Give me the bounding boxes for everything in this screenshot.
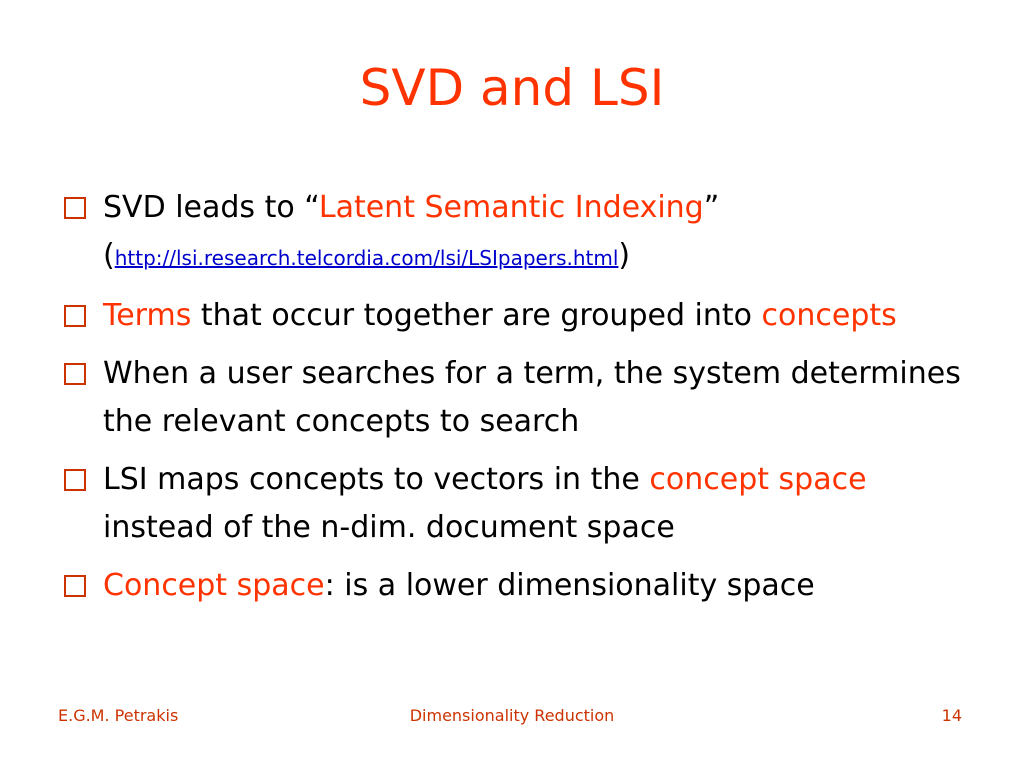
- bullet-2-accent-terms: Terms: [103, 298, 192, 333]
- checkbox-bullet-icon: [64, 469, 86, 491]
- checkbox-bullet-icon: [64, 575, 86, 597]
- checkbox-bullet-icon: [64, 305, 86, 327]
- footer-topic: Dimensionality Reduction: [409, 706, 615, 725]
- bullet-item-2: [62, 292, 982, 340]
- bullet-1-accent: Latent Semantic Indexing: [318, 190, 704, 225]
- slide-title: SVD and LSI: [359, 59, 665, 117]
- bullet-item-1: [62, 184, 982, 282]
- bullet-5-text-post: : is a lower dimensionality space: [324, 568, 815, 603]
- bullet-item-5: [62, 562, 982, 610]
- bullet-item-3: [62, 350, 982, 446]
- footer-page-number: 14: [941, 706, 962, 725]
- bullet-4-text-post: instead of the n-dim. document space: [103, 510, 675, 545]
- bullet-1-open-paren: (: [103, 238, 115, 273]
- footer-author: E.G.M. Petrakis: [58, 706, 179, 725]
- bullet-1-text-post: ”: [703, 190, 720, 225]
- bullet-4-accent: concept space: [649, 462, 867, 497]
- bullet-item-4: [62, 456, 982, 552]
- bullet-3-text: When a user searches for a term, the system determines the relevant concepts to search: [103, 356, 961, 439]
- bullet-5-accent: Concept space: [103, 568, 325, 603]
- bullet-1-text-pre: SVD leads to “: [103, 190, 319, 225]
- bullet-1-close-paren: ): [618, 238, 631, 273]
- lsi-papers-link[interactable]: http://lsi.research.telcordia.com/lsi/LSIpapers.html: [114, 246, 619, 270]
- checkbox-bullet-icon: [64, 197, 86, 219]
- bullet-list: [62, 184, 982, 620]
- checkbox-bullet-icon: [64, 363, 86, 385]
- bullet-4-text-pre: LSI maps concepts to vectors in the: [103, 462, 650, 497]
- bullet-2-accent-concepts: concepts: [761, 298, 897, 333]
- bullet-2-text-mid: that occur together are grouped into: [191, 298, 762, 333]
